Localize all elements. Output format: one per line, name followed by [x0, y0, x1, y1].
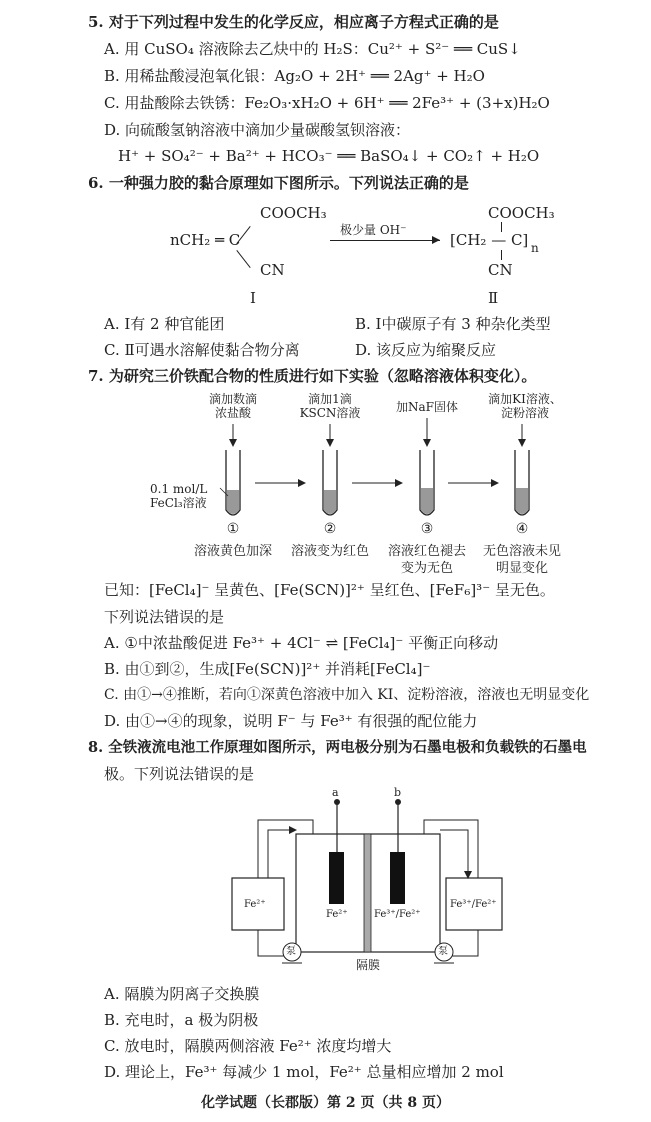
reagent-4-line1: 滴加KI溶液、 [488, 392, 562, 406]
q8-stem-line1: 8. 全铁液流电池工作原理如图所示，两电极分别为石墨电极和负载铁的石墨电 [88, 739, 587, 756]
reagent-1-line2: 浓盐酸 [214, 406, 251, 420]
reagent-2-line1: 滴加1滴 [308, 392, 352, 406]
electrode-a [329, 852, 344, 904]
obs-3-line2: 变为无色 [400, 561, 453, 576]
q7-option-c: C. 由①→④推断，若向①深黄色溶液中加入 KI、淀粉溶液，溶液也无明显变化 [104, 687, 590, 703]
q8-stem-line2: 极。下列说法错误的是 [104, 765, 255, 783]
battery-svg [228, 786, 510, 976]
right-tank-label: Fe³⁺/Fe²⁺ [450, 899, 497, 910]
page-footer: 化学试题（长郡版）第 2 页（共 8 页） [201, 1095, 450, 1111]
q5-option-c: C. 用盐酸除去铁锈：Fe₂O₃·xH₂O + 6H⁺ ══ 2Fe³⁺ + (3+x)H₂O [104, 94, 550, 112]
reaction-arrow [330, 240, 440, 241]
q8-option-a: A. 隔膜为阴离子交换膜 [104, 985, 260, 1003]
q6-option-d: D. 该反应为缩聚反应 [355, 341, 497, 359]
observation-2 [285, 543, 375, 560]
q8-option-b: B. 充电时，a 极为阴极 [104, 1011, 259, 1029]
reagent-1-line1: 滴加数滴 [208, 392, 257, 406]
left-pump-label: 泵 [286, 946, 296, 957]
arrow-head-icon [432, 236, 440, 244]
q7-option-a: A. ①中浓盐酸促进 Fe³⁺ + 4Cl⁻ ⇌ [FeCl₄]⁻ 平衡正向移动 [104, 634, 499, 652]
obs-1-line1: 溶液黄色加深 [193, 544, 272, 559]
product-formula: [CH₂ — C] [450, 231, 529, 249]
q7-experiment-diagram [150, 388, 600, 583]
left-tank-label: Fe²⁺ [244, 899, 266, 910]
left-pipe-top-inner [268, 830, 296, 878]
reaction-condition: 极少量 OH⁻ [340, 223, 407, 237]
electrode-label-b: b [394, 786, 402, 799]
test-tube-3 [420, 450, 434, 515]
q5-option-a: A. 用 CuSO₄ 溶液除去乙炔中的 H₂S：Cu²⁺ + S²⁻ ══ CuS↓ [104, 40, 521, 58]
q5-option-d-equation: H⁺ + SO₄²⁻ + Ba²⁺ + HCO₃⁻ ══ BaSO₄↓ + CO₂↑ + H₂O [118, 147, 540, 165]
electrode-label-a: a [332, 786, 339, 799]
membrane-bar [364, 834, 371, 952]
q7-known: 已知：[FeCl₄]⁻ 呈黄色、[Fe(SCN)]²⁺ 呈红色、[FeF₆]³⁻ 呈无色。 [104, 581, 555, 599]
initial-solution-label [150, 482, 207, 510]
q7-ask: 下列说法错误的是 [104, 608, 225, 626]
reactant-formula: nCH₂ ═ C [170, 231, 241, 249]
product-n: n [531, 241, 539, 255]
bond-line [236, 250, 250, 268]
test-tubes-svg [150, 388, 600, 538]
q7-stem: 7. 为研究三价铁配合物的性质进行如下实验（忽略溶液体积变化）。 [88, 367, 537, 385]
right-pipe-top [424, 820, 478, 878]
bond-line [501, 250, 502, 260]
membrane-label: 隔膜 [356, 958, 381, 972]
right-pump-label: 泵 [438, 946, 448, 957]
electrode-b [390, 852, 405, 904]
observation-4 [477, 543, 567, 577]
q5-option-d: D. 向硫酸氢钠溶液中滴加少量碳酸氢钡溶液： [104, 121, 411, 139]
q7-option-b: B. 由①到②，生成[Fe(SCN)]²⁺ 并消耗[FeCl₄]⁻ [104, 660, 431, 678]
initial-line2: FeCl₃溶液 [150, 496, 207, 510]
reactant-cn: CN [260, 261, 285, 279]
q6-option-b: B. Ⅰ中碳原子有 3 种杂化类型 [355, 315, 551, 333]
initial-line1: 0.1 mol/L [150, 482, 208, 496]
reagent-2-line2: KSCN溶液 [299, 406, 361, 420]
q5-stem: 5. 对于下列过程中发生的化学反应，相应离子方程式正确的是 [88, 13, 499, 31]
observation-3 [382, 543, 472, 577]
q8-option-c: C. 放电时，隔膜两侧溶液 Fe²⁺ 浓度均增大 [104, 1037, 392, 1055]
reagent-3-line1: 加NaF固体 [396, 400, 458, 414]
obs-4-line1: 无色溶液未见 [482, 544, 561, 559]
obs-2-line1: 溶液变为红色 [290, 544, 369, 559]
compound-label-2: Ⅱ [488, 289, 499, 307]
right-pipe-top-inner [440, 830, 468, 878]
q8-option-d: D. 理论上，Fe³⁺ 每减少 1 mol，Fe²⁺ 总量相应增加 2 mol [104, 1063, 504, 1081]
tube-number-4: ④ [515, 521, 529, 537]
left-pipe-top [258, 820, 313, 878]
tube-number-1: ① [226, 521, 240, 537]
q6-reaction-diagram [170, 198, 570, 308]
reactant-cooch3: COOCH₃ [260, 204, 327, 222]
obs-3-line1: 溶液红色褪去 [387, 544, 466, 559]
tube-number-3: ③ [420, 521, 434, 537]
obs-4-line2: 明显变化 [495, 561, 548, 576]
test-tube-4 [515, 450, 529, 515]
observation-1 [188, 543, 278, 560]
q6-option-c: C. Ⅱ可遇水溶解使黏合物分离 [104, 341, 300, 359]
test-tube-1 [226, 450, 240, 515]
q5-option-b: B. 用稀盐酸浸泡氧化银：Ag₂O + 2H⁺ ══ 2Ag⁺ + H₂O [104, 67, 485, 85]
compound-label-1: Ⅰ [250, 289, 256, 307]
label-pointer [220, 488, 228, 496]
test-tube-2 [323, 450, 337, 515]
product-cooch3: COOCH₃ [488, 204, 555, 222]
q6-option-a: A. Ⅰ有 2 种官能团 [104, 315, 225, 333]
q6-stem: 6. 一种强力胶的黏合原理如下图所示。下列说法正确的是 [88, 174, 469, 192]
tube-number-2: ② [323, 521, 337, 537]
right-cell-label: Fe³⁺/Fe²⁺ [374, 909, 421, 920]
q8-battery-diagram [228, 786, 510, 976]
left-cell-label: Fe²⁺ [326, 909, 348, 920]
reagent-4-line2: 淀粉溶液 [500, 406, 549, 420]
q7-option-d: D. 由①→④的现象，说明 F⁻ 与 Fe³⁺ 有很强的配位能力 [104, 712, 478, 730]
product-cn: CN [488, 261, 513, 279]
